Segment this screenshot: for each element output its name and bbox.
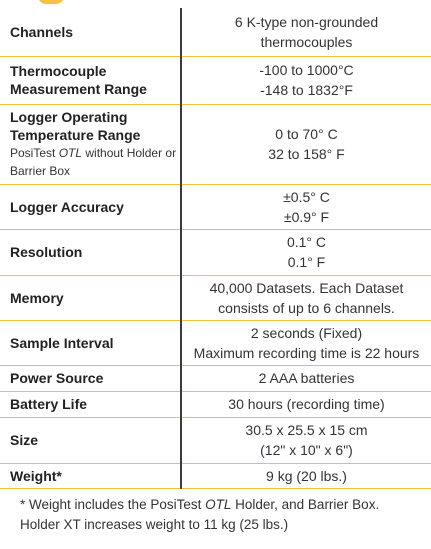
spec-row-power-source: [0, 365, 431, 391]
spec-row-sample-interval: [0, 320, 431, 365]
spec-label: Size: [0, 417, 181, 463]
spec-value: [181, 417, 431, 463]
spec-label: Battery Life: [0, 391, 181, 417]
spec-value: [181, 391, 431, 417]
spec-value-line: -148 to 1832°F: [260, 82, 353, 98]
spec-value: [181, 320, 431, 365]
footnote-italic-text: OTL: [205, 497, 232, 512]
spec-row-channels: [0, 8, 431, 56]
spec-value-line: 0.1° C: [286, 234, 327, 250]
spec-row-memory: [0, 275, 431, 320]
spec-value-line: 40,000 Datasets. Each Dataset: [209, 279, 404, 296]
spec-value: [181, 275, 431, 320]
spec-label: Channels: [0, 8, 181, 56]
spec-value-line: 0 to 70° C: [275, 126, 338, 142]
footnote-text: Holder, and Barrier Box.: [231, 497, 380, 512]
spec-value-line: thermocouples: [260, 33, 353, 50]
weight-footnote: [20, 495, 425, 535]
spec-value-line: -100 to 1000°C: [259, 62, 354, 78]
spec-value-line: 2 AAA batteries: [258, 370, 355, 386]
spec-label-note: Barrier Box: [10, 164, 71, 178]
spec-label-note: [10, 144, 180, 162]
spec-label: Power Source: [0, 365, 181, 391]
spec-table: [0, 8, 431, 489]
spec-value: [181, 8, 431, 56]
note-text: PosiTest: [10, 146, 59, 160]
spec-label-line: Temperature Range: [10, 127, 141, 143]
spec-row-measurement-range: [0, 56, 431, 104]
spec-value-line: 9 kg (20 lbs.): [266, 467, 347, 484]
spec-value-line: consists of up to 6 channels.: [218, 299, 395, 316]
spec-value-line: 32 to 158° F: [268, 146, 345, 162]
spec-value: [181, 184, 431, 229]
spec-label: Resolution: [0, 229, 181, 275]
spec-label: Sample Interval: [0, 320, 181, 365]
spec-value: [181, 56, 431, 104]
spec-value: [181, 229, 431, 275]
spec-value-line: 6 K-type non-grounded: [234, 13, 379, 30]
spec-value-line: (12" x 10" x 6"): [260, 442, 353, 458]
spec-value-line: ±0.9° F: [283, 208, 330, 225]
spec-label-line: Measurement Range: [10, 81, 147, 97]
spec-label: Memory: [0, 275, 181, 320]
spec-label-line: Thermocouple: [10, 63, 107, 79]
spec-row-operating-range: [0, 104, 431, 184]
spec-value: [181, 463, 431, 488]
note-text: without Holder or: [82, 146, 177, 160]
spec-row-battery-life: [0, 391, 431, 417]
spec-value: [181, 104, 431, 184]
spec-label: Logger Accuracy: [0, 184, 181, 229]
accent-tab-mark: [38, 0, 64, 4]
spec-value-line: 0.1° F: [287, 254, 326, 270]
spec-label: [0, 104, 181, 184]
spec-label: Weight*: [0, 463, 181, 488]
spec-label-line: Logger Operating: [10, 109, 128, 125]
spec-value-line: 30 hours (recording time): [228, 396, 385, 412]
spec-value-line: 30.5 x 25.5 x 15 cm: [245, 422, 368, 438]
footnote-line: [20, 495, 425, 515]
spec-row-size: [0, 417, 431, 463]
note-italic-text: OTL: [58, 146, 83, 160]
spec-row-accuracy: [0, 184, 431, 229]
spec-value-line: 2 seconds (Fixed): [250, 324, 363, 341]
spec-value: [181, 365, 431, 391]
spec-value-line: ±0.5° C: [283, 188, 330, 205]
spec-row-resolution: [0, 229, 431, 275]
spec-value-line: Maximum recording time is 22 hours: [193, 344, 420, 361]
spec-row-weight: [0, 463, 431, 488]
footnote-line: Holder XT increases weight to 11 kg (25 lbs.): [20, 517, 289, 532]
spec-label: [0, 56, 181, 104]
footnote-text: * Weight includes the PosiTest: [20, 497, 206, 512]
